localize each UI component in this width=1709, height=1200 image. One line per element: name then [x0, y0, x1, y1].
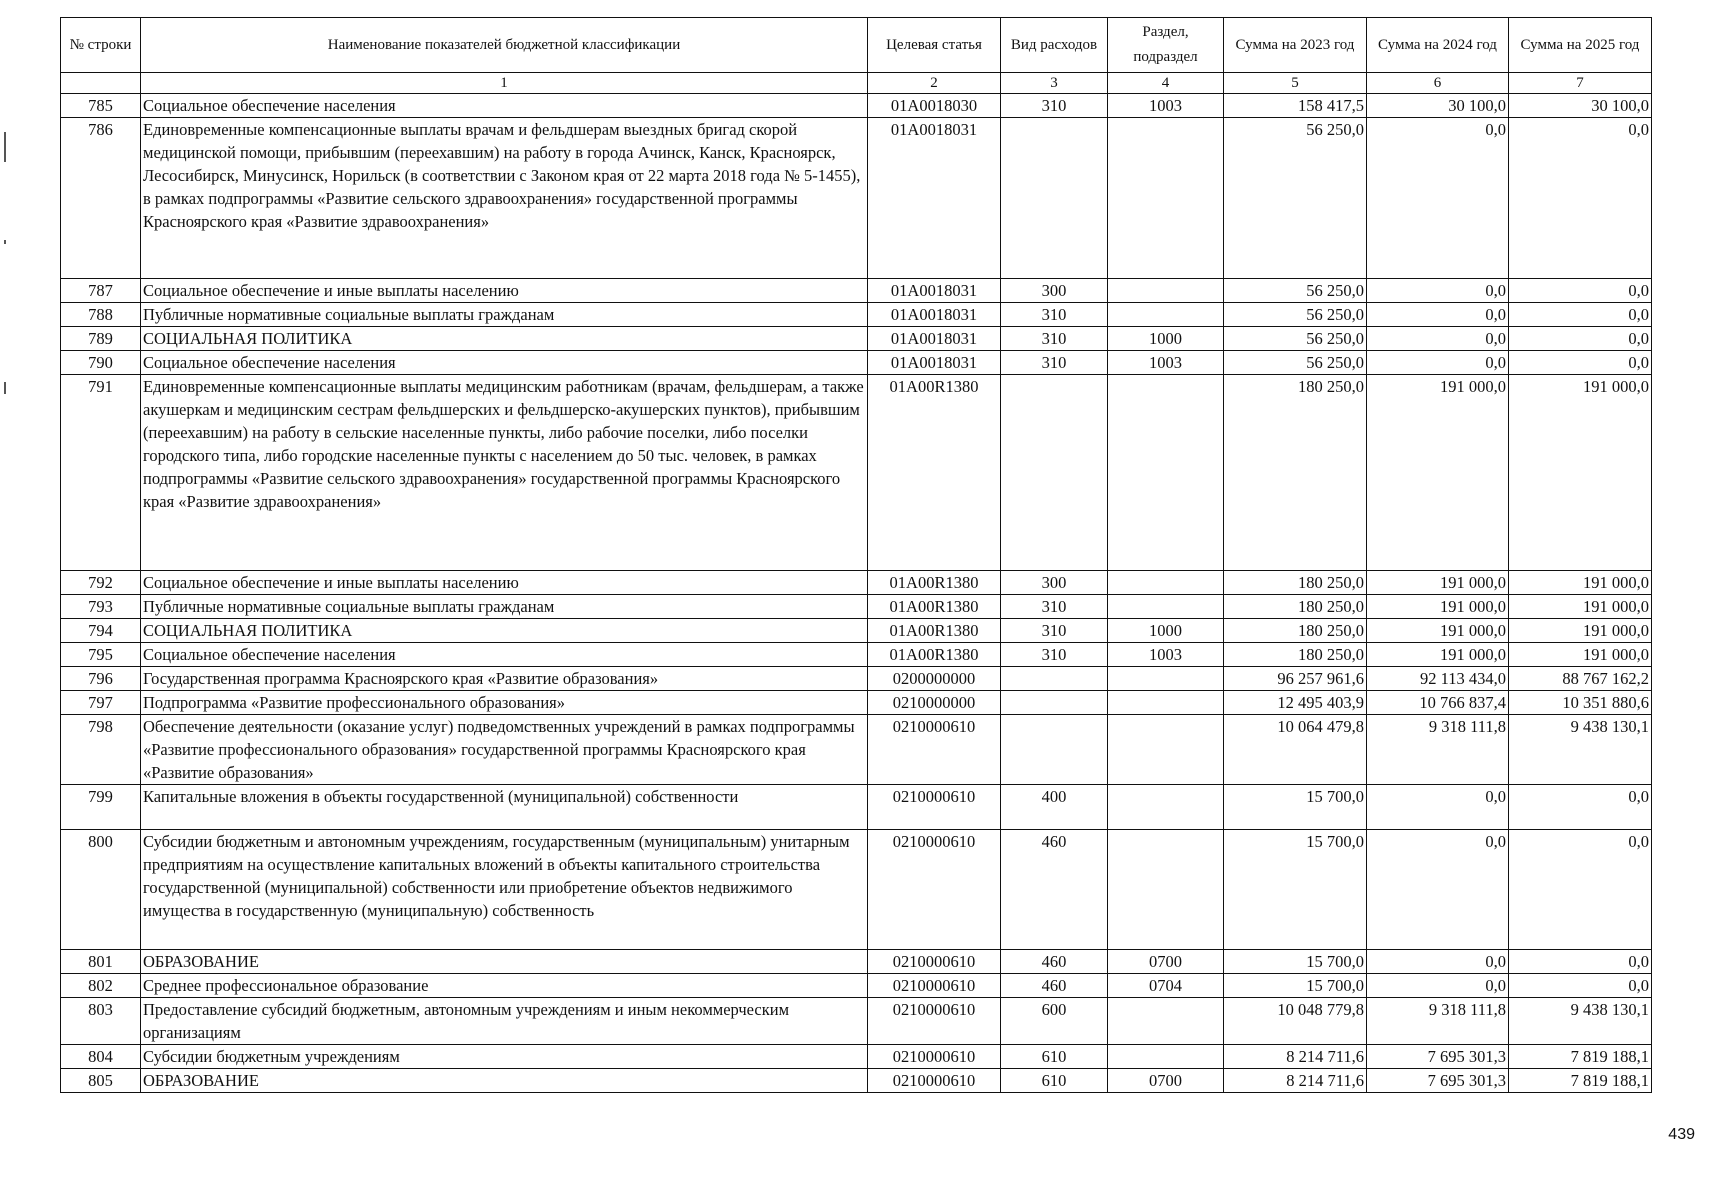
column-number: 7 — [1509, 73, 1652, 94]
row-expense-type: 310 — [1001, 94, 1108, 118]
row-number: 801 — [61, 950, 141, 974]
row-sum-2023: 180 250,0 — [1224, 595, 1367, 619]
row-target-article: 0210000000 — [868, 691, 1001, 715]
row-sum-2024: 0,0 — [1367, 785, 1509, 830]
table-row — [61, 715, 1652, 785]
row-sum-2024: 9 318 111,8 — [1367, 998, 1509, 1045]
row-sum-2024: 7 695 301,3 — [1367, 1045, 1509, 1069]
table-header-row — [61, 18, 1652, 73]
row-number: 788 — [61, 303, 141, 327]
row-sum-2023: 15 700,0 — [1224, 974, 1367, 998]
row-target-article: 01А0018031 — [868, 279, 1001, 303]
row-name: ОБРАЗОВАНИЕ — [141, 950, 868, 974]
row-expense-type: 610 — [1001, 1069, 1108, 1093]
row-section — [1108, 667, 1224, 691]
row-sum-2024: 30 100,0 — [1367, 94, 1509, 118]
row-target-article: 01А00R1380 — [868, 375, 1001, 571]
row-number: 793 — [61, 595, 141, 619]
table-row — [61, 950, 1652, 974]
row-sum-2024: 7 695 301,3 — [1367, 1069, 1509, 1093]
row-sum-2025: 0,0 — [1509, 118, 1652, 279]
row-sum-2024: 191 000,0 — [1367, 375, 1509, 571]
row-number: 792 — [61, 571, 141, 595]
table-row — [61, 619, 1652, 643]
row-sum-2025: 9 438 130,1 — [1509, 715, 1652, 785]
row-expense-type: 310 — [1001, 619, 1108, 643]
row-name: СОЦИАЛЬНАЯ ПОЛИТИКА — [141, 619, 868, 643]
row-sum-2024: 0,0 — [1367, 351, 1509, 375]
column-number: 6 — [1367, 73, 1509, 94]
row-sum-2024: 191 000,0 — [1367, 619, 1509, 643]
table-row — [61, 974, 1652, 998]
row-sum-2025: 191 000,0 — [1509, 571, 1652, 595]
row-name: Предоставление субсидий бюджетным, автономным учреждениям и иным некоммерческим организациям — [141, 998, 868, 1045]
row-target-article: 01А00R1380 — [868, 595, 1001, 619]
table-row — [61, 303, 1652, 327]
row-target-article: 01А00R1380 — [868, 571, 1001, 595]
row-sum-2024: 0,0 — [1367, 830, 1509, 950]
row-sum-2025: 191 000,0 — [1509, 375, 1652, 571]
row-target-article: 0210000610 — [868, 974, 1001, 998]
row-sum-2024: 0,0 — [1367, 950, 1509, 974]
row-target-article: 0210000610 — [868, 1069, 1001, 1093]
row-target-article: 01А00R1380 — [868, 643, 1001, 667]
row-sum-2025: 191 000,0 — [1509, 595, 1652, 619]
table-row — [61, 327, 1652, 351]
header-exp-type: Вид расходов — [1001, 18, 1108, 73]
row-sum-2025: 0,0 — [1509, 785, 1652, 830]
table-row — [61, 998, 1652, 1045]
row-number: 785 — [61, 94, 141, 118]
row-target-article: 01А0018030 — [868, 94, 1001, 118]
row-sum-2025: 7 819 188,1 — [1509, 1069, 1652, 1093]
table-row — [61, 1069, 1652, 1093]
header-sum-2025: Сумма на 2025 год — [1509, 18, 1652, 73]
row-sum-2024: 0,0 — [1367, 974, 1509, 998]
row-expense-type — [1001, 715, 1108, 785]
row-sum-2023: 56 250,0 — [1224, 118, 1367, 279]
row-section — [1108, 691, 1224, 715]
table-row — [61, 375, 1652, 571]
row-sum-2023: 8 214 711,6 — [1224, 1069, 1367, 1093]
row-section — [1108, 303, 1224, 327]
row-target-article: 0210000610 — [868, 830, 1001, 950]
column-number: 1 — [141, 73, 868, 94]
scan-edge-mark — [4, 240, 6, 244]
row-sum-2025: 30 100,0 — [1509, 94, 1652, 118]
row-sum-2023: 15 700,0 — [1224, 785, 1367, 830]
row-target-article: 01А0018031 — [868, 351, 1001, 375]
row-sum-2023: 158 417,5 — [1224, 94, 1367, 118]
row-name: Капитальные вложения в объекты государственной (муниципальной) собственности — [141, 785, 868, 830]
row-section — [1108, 118, 1224, 279]
scan-edge-mark — [4, 132, 6, 162]
row-name: Публичные нормативные социальные выплаты гражданам — [141, 303, 868, 327]
row-name: Подпрограмма «Развитие профессионального образования» — [141, 691, 868, 715]
table-row — [61, 830, 1652, 950]
row-number: 805 — [61, 1069, 141, 1093]
row-number: 798 — [61, 715, 141, 785]
row-number: 796 — [61, 667, 141, 691]
table-row — [61, 691, 1652, 715]
column-number: 2 — [868, 73, 1001, 94]
row-target-article: 0200000000 — [868, 667, 1001, 691]
row-section — [1108, 715, 1224, 785]
row-sum-2023: 180 250,0 — [1224, 619, 1367, 643]
row-expense-type: 610 — [1001, 1045, 1108, 1069]
row-number: 795 — [61, 643, 141, 667]
row-number: 789 — [61, 327, 141, 351]
row-section: 1003 — [1108, 643, 1224, 667]
row-target-article: 01А0018031 — [868, 327, 1001, 351]
row-name: Социальное обеспечение и иные выплаты населению — [141, 571, 868, 595]
row-sum-2023: 10 064 479,8 — [1224, 715, 1367, 785]
row-sum-2023: 15 700,0 — [1224, 830, 1367, 950]
row-sum-2025: 0,0 — [1509, 303, 1652, 327]
row-expense-type: 310 — [1001, 303, 1108, 327]
row-number: 799 — [61, 785, 141, 830]
row-expense-type: 460 — [1001, 830, 1108, 950]
row-name: Социальное обеспечение населения — [141, 643, 868, 667]
row-sum-2023: 8 214 711,6 — [1224, 1045, 1367, 1069]
row-sum-2023: 180 250,0 — [1224, 643, 1367, 667]
row-expense-type — [1001, 375, 1108, 571]
table-row — [61, 571, 1652, 595]
row-section — [1108, 279, 1224, 303]
row-name: Единовременные компенсационные выплаты врачам и фельдшерам выездных бригад скорой медицинской помощи, прибывшим (переехавшим) на работу в города Ачинск, Канск, Красноярск, Лесосибирск, Минусинск, Норильск (в соответствии с Законом края от 22 марта 2018 года № 5-1455), в рамках подпрограммы «Развитие сельского здравоохранения» государственной программы Красноярского края «Развитие здравоохранения» — [141, 118, 868, 279]
row-expense-type: 460 — [1001, 974, 1108, 998]
row-number: 803 — [61, 998, 141, 1045]
row-target-article: 0210000610 — [868, 950, 1001, 974]
row-sum-2023: 56 250,0 — [1224, 303, 1367, 327]
row-section — [1108, 571, 1224, 595]
row-sum-2023: 10 048 779,8 — [1224, 998, 1367, 1045]
header-sum-2023: Сумма на 2023 год — [1224, 18, 1367, 73]
row-number: 804 — [61, 1045, 141, 1069]
row-expense-type: 310 — [1001, 327, 1108, 351]
header-sum-2024: Сумма на 2024 год — [1367, 18, 1509, 73]
row-target-article: 01А0018031 — [868, 118, 1001, 279]
row-sum-2024: 191 000,0 — [1367, 643, 1509, 667]
row-sum-2023: 56 250,0 — [1224, 279, 1367, 303]
row-expense-type: 310 — [1001, 351, 1108, 375]
row-target-article: 0210000610 — [868, 785, 1001, 830]
column-number: 5 — [1224, 73, 1367, 94]
scan-edge-mark — [4, 382, 6, 394]
row-expense-type — [1001, 667, 1108, 691]
row-name: Социальное обеспечение населения — [141, 351, 868, 375]
row-section: 1000 — [1108, 327, 1224, 351]
row-sum-2025: 9 438 130,1 — [1509, 998, 1652, 1045]
row-sum-2024: 9 318 111,8 — [1367, 715, 1509, 785]
table-row — [61, 595, 1652, 619]
table-row — [61, 643, 1652, 667]
row-section — [1108, 595, 1224, 619]
row-sum-2023: 56 250,0 — [1224, 351, 1367, 375]
row-sum-2025: 7 819 188,1 — [1509, 1045, 1652, 1069]
row-expense-type: 400 — [1001, 785, 1108, 830]
table-row — [61, 351, 1652, 375]
header-row-no: № строки — [61, 18, 141, 73]
row-sum-2025: 191 000,0 — [1509, 619, 1652, 643]
column-number — [61, 73, 141, 94]
table-row — [61, 94, 1652, 118]
row-section: 1003 — [1108, 94, 1224, 118]
row-section — [1108, 375, 1224, 571]
table-row — [61, 1045, 1652, 1069]
row-name: Социальное обеспечение и иные выплаты населению — [141, 279, 868, 303]
row-name: Субсидии бюджетным учреждениям — [141, 1045, 868, 1069]
row-sum-2025: 0,0 — [1509, 974, 1652, 998]
row-target-article: 0210000610 — [868, 1045, 1001, 1069]
row-expense-type: 460 — [1001, 950, 1108, 974]
row-sum-2023: 180 250,0 — [1224, 375, 1367, 571]
row-name: Среднее профессиональное образование — [141, 974, 868, 998]
row-sum-2025: 191 000,0 — [1509, 643, 1652, 667]
row-sum-2025: 0,0 — [1509, 327, 1652, 351]
row-number: 791 — [61, 375, 141, 571]
row-name: Единовременные компенсационные выплаты медицинским работникам (врачам, фельдшерам, а также акушеркам и медицинским сестрам фельдшерских и фельдшерско-акушерских пунктов), прибывшим (переехавшим) на работу в сельские населенные пункты, либо рабочие поселки, либо поселки городского типа, либо городские населенные пункты с населением до 50 тыс. человек, в рамках подпрограммы «Развитие сельского здравоохранения» государственной программы Красноярского края «Развитие здравоохранения» — [141, 375, 868, 571]
table-row — [61, 667, 1652, 691]
row-section: 1000 — [1108, 619, 1224, 643]
row-expense-type: 600 — [1001, 998, 1108, 1045]
row-target-article: 0210000610 — [868, 715, 1001, 785]
row-section: 1003 — [1108, 351, 1224, 375]
row-number: 802 — [61, 974, 141, 998]
row-sum-2024: 191 000,0 — [1367, 571, 1509, 595]
row-section — [1108, 1045, 1224, 1069]
page-number: 439 — [1668, 1126, 1695, 1143]
row-section: 0700 — [1108, 1069, 1224, 1093]
header-section: Раздел, подраздел — [1108, 18, 1224, 73]
row-sum-2025: 0,0 — [1509, 279, 1652, 303]
row-sum-2023: 180 250,0 — [1224, 571, 1367, 595]
row-name: ОБРАЗОВАНИЕ — [141, 1069, 868, 1093]
row-section — [1108, 785, 1224, 830]
row-sum-2023: 56 250,0 — [1224, 327, 1367, 351]
row-name: Обеспечение деятельности (оказание услуг) подведомственных учреждений в рамках подпрограммы «Развитие профессионального образования» государственной программы Красноярского края «Развитие образования» — [141, 715, 868, 785]
row-expense-type: 310 — [1001, 595, 1108, 619]
row-name: Социальное обеспечение населения — [141, 94, 868, 118]
row-sum-2025: 0,0 — [1509, 950, 1652, 974]
row-expense-type — [1001, 118, 1108, 279]
row-name: Публичные нормативные социальные выплаты гражданам — [141, 595, 868, 619]
row-sum-2025: 0,0 — [1509, 351, 1652, 375]
row-number: 790 — [61, 351, 141, 375]
table-row — [61, 279, 1652, 303]
row-name: Субсидии бюджетным и автономным учреждениям, государственным (муниципальным) унитарным предприятиям на осуществление капитальных вложений в объекты капитального строительства государственной (муниципальной) собственности или приобретение объектов недвижимого имущества в государственную (муниципальную) собственность — [141, 830, 868, 950]
row-sum-2025: 10 351 880,6 — [1509, 691, 1652, 715]
row-sum-2023: 96 257 961,6 — [1224, 667, 1367, 691]
column-number: 3 — [1001, 73, 1108, 94]
row-expense-type — [1001, 691, 1108, 715]
row-target-article: 0210000610 — [868, 998, 1001, 1045]
row-target-article: 01А0018031 — [868, 303, 1001, 327]
table-row — [61, 118, 1652, 279]
row-number: 800 — [61, 830, 141, 950]
row-name: Государственная программа Красноярского края «Развитие образования» — [141, 667, 868, 691]
row-sum-2024: 0,0 — [1367, 303, 1509, 327]
row-sum-2023: 15 700,0 — [1224, 950, 1367, 974]
row-number: 787 — [61, 279, 141, 303]
table-row — [61, 785, 1652, 830]
row-section: 0700 — [1108, 950, 1224, 974]
row-section: 0704 — [1108, 974, 1224, 998]
row-sum-2024: 0,0 — [1367, 118, 1509, 279]
row-sum-2024: 0,0 — [1367, 327, 1509, 351]
row-sum-2024: 92 113 434,0 — [1367, 667, 1509, 691]
header-name: Наименование показателей бюджетной классификации — [141, 18, 868, 73]
header-target: Целевая статья — [868, 18, 1001, 73]
row-number: 794 — [61, 619, 141, 643]
column-number: 4 — [1108, 73, 1224, 94]
row-sum-2025: 0,0 — [1509, 830, 1652, 950]
row-section — [1108, 830, 1224, 950]
row-expense-type: 310 — [1001, 643, 1108, 667]
row-sum-2024: 191 000,0 — [1367, 595, 1509, 619]
row-sum-2024: 10 766 837,4 — [1367, 691, 1509, 715]
row-expense-type: 300 — [1001, 279, 1108, 303]
budget-table — [60, 17, 1652, 1093]
row-sum-2024: 0,0 — [1367, 279, 1509, 303]
row-target-article: 01А00R1380 — [868, 619, 1001, 643]
row-sum-2023: 12 495 403,9 — [1224, 691, 1367, 715]
row-number: 797 — [61, 691, 141, 715]
row-number: 786 — [61, 118, 141, 279]
row-sum-2025: 88 767 162,2 — [1509, 667, 1652, 691]
row-name: СОЦИАЛЬНАЯ ПОЛИТИКА — [141, 327, 868, 351]
column-number-row — [61, 73, 1652, 94]
row-expense-type: 300 — [1001, 571, 1108, 595]
row-section — [1108, 998, 1224, 1045]
